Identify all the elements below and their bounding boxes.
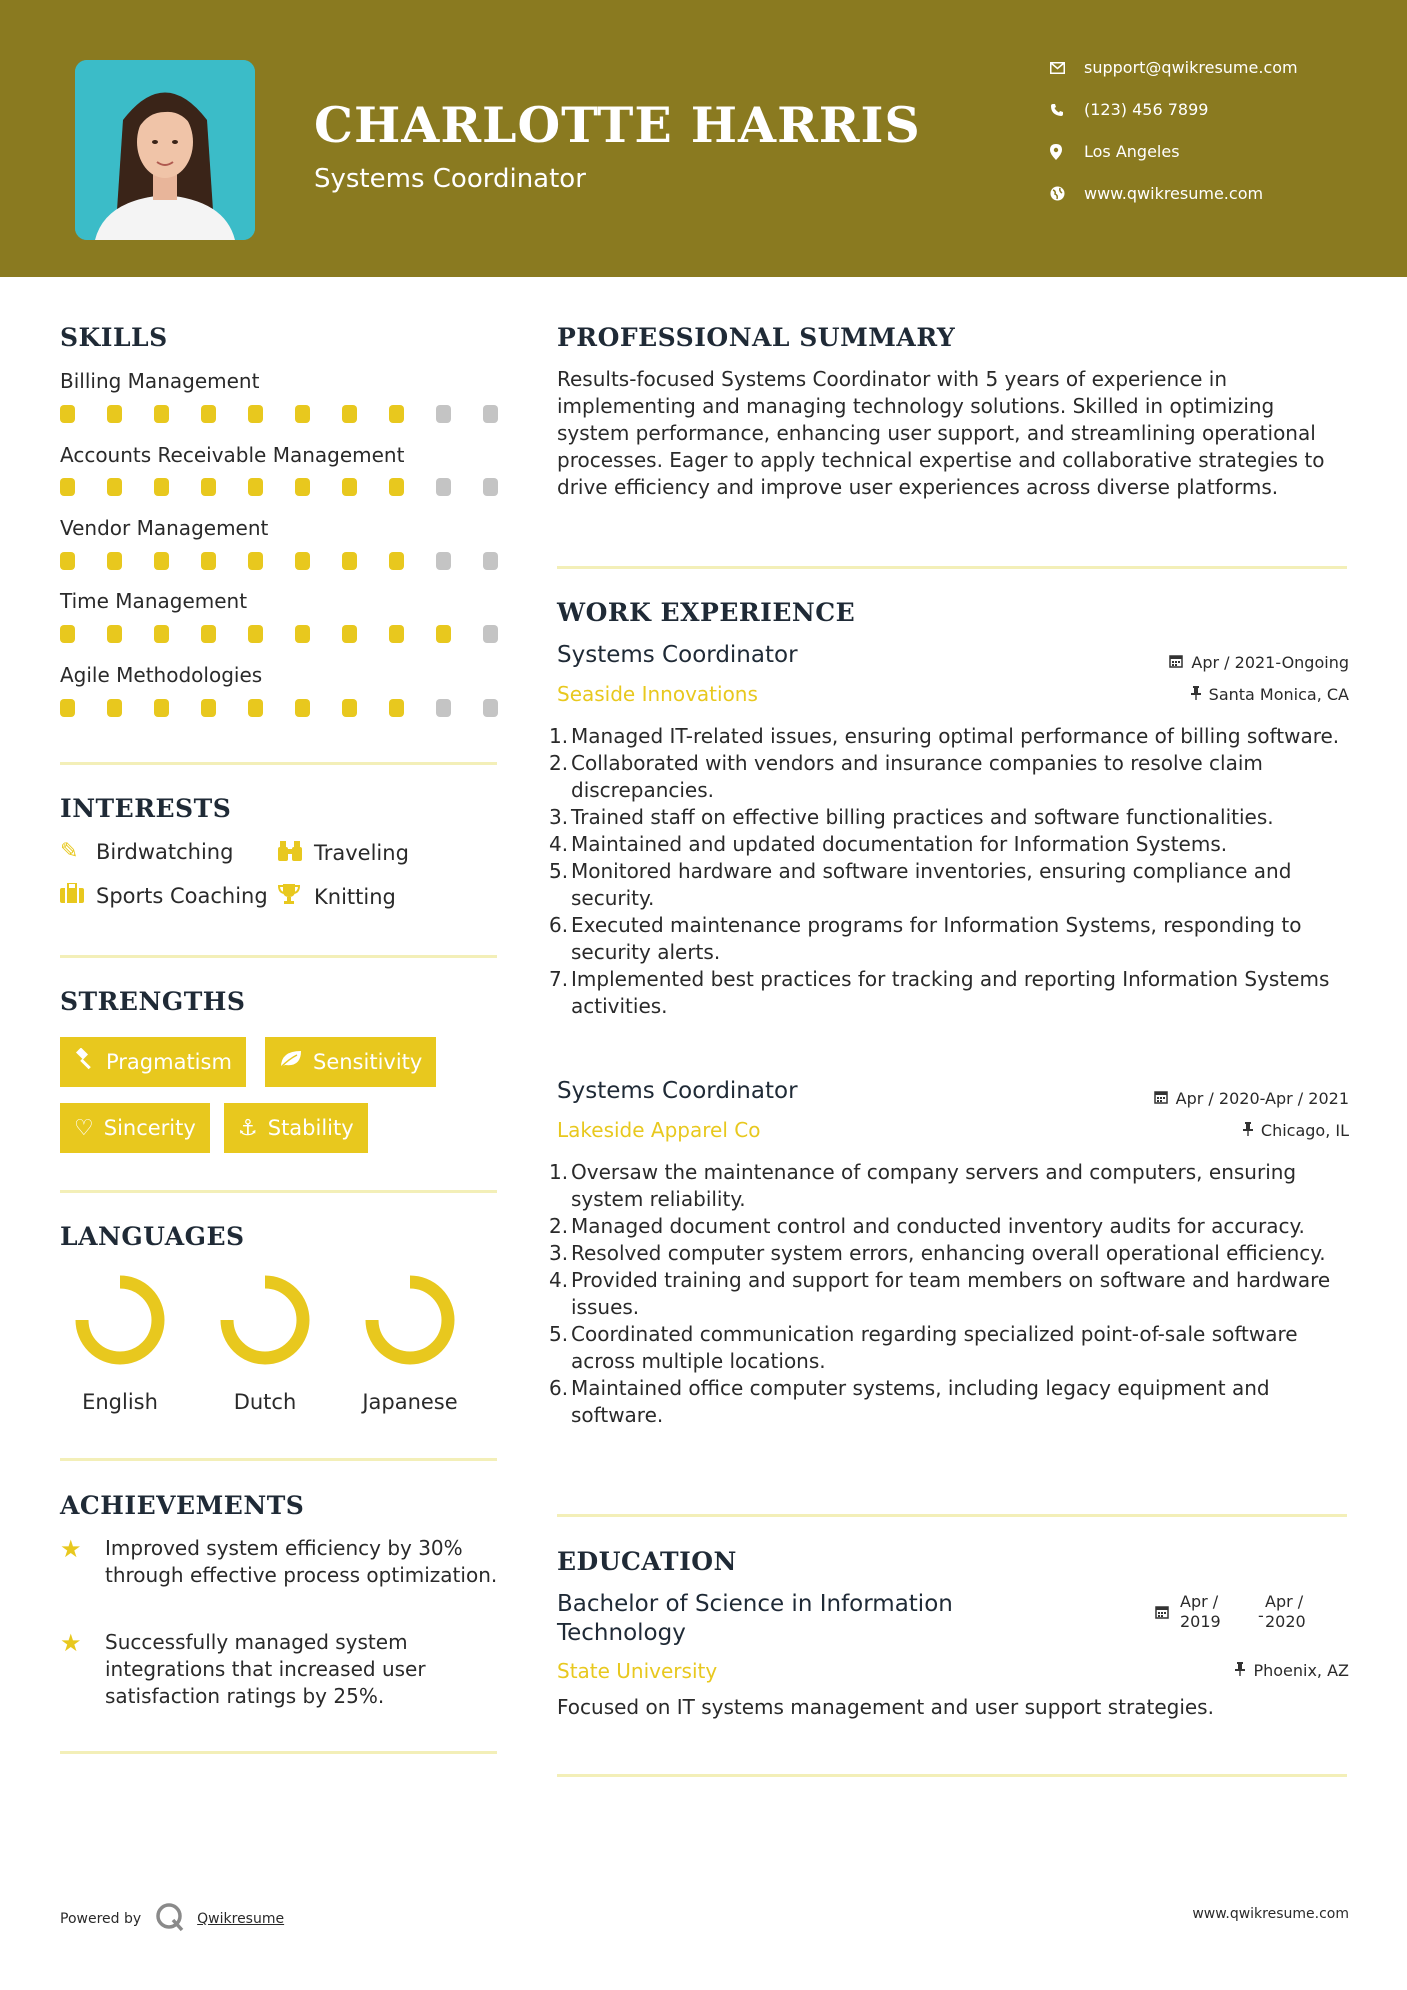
strength-label: Stability xyxy=(267,1116,354,1140)
bullet-number: 6. xyxy=(549,913,569,937)
bullet-number: 7. xyxy=(549,967,569,991)
skill-dot-filled xyxy=(295,699,310,717)
trophy-icon xyxy=(278,883,314,911)
interest-label: Sports Coaching xyxy=(96,884,268,908)
bullet-text: Managed IT-related issues, ensuring optimal performance of billing software. xyxy=(571,724,1340,748)
skills-heading: SKILLS xyxy=(60,323,168,352)
skill-rating xyxy=(60,625,500,643)
pin-icon xyxy=(1191,686,1201,704)
contact-email-text: support@qwikresume.com xyxy=(1084,58,1298,77)
skill-dot-filled xyxy=(60,405,75,423)
job-bullet xyxy=(549,1240,1357,1267)
education-description: Focused on IT systems management and user support strategies. xyxy=(557,1695,1214,1719)
bullet-text: Managed document control and conducted inventory audits for accuracy. xyxy=(571,1214,1305,1238)
education-heading: EDUCATION xyxy=(557,1547,737,1576)
language-item xyxy=(195,1270,335,1414)
skill-dot-filled xyxy=(389,552,404,570)
bullet-number: 2. xyxy=(549,1214,569,1238)
heart-icon: ♡ xyxy=(74,1115,94,1141)
skill-dot-filled xyxy=(60,552,75,570)
job-company: Seaside Innovations xyxy=(557,682,758,706)
skill-dot-filled xyxy=(60,478,75,496)
experience-heading: WORK EXPERIENCE xyxy=(557,598,856,627)
language-arc xyxy=(227,1282,303,1358)
bullet-number: 3. xyxy=(549,1241,569,1265)
contact-location-text: Los Angeles xyxy=(1084,142,1180,161)
candidate-name: CHARLOTTE HARRIS xyxy=(314,96,921,154)
strength-label: Sincerity xyxy=(103,1116,196,1140)
skill-dot-filled xyxy=(295,552,310,570)
skill-dot-filled xyxy=(201,405,216,423)
degree-line-1: Bachelor of Science in Information xyxy=(557,1591,953,1617)
profile-photo xyxy=(75,60,255,240)
school-name: State University xyxy=(557,1659,718,1683)
strength-tag xyxy=(224,1103,368,1153)
binoculars-icon xyxy=(278,839,314,867)
skill-dot-empty xyxy=(436,552,451,570)
edu-end-year: 2020 xyxy=(1265,1612,1306,1631)
skill-dot-filled xyxy=(248,625,263,643)
education-location xyxy=(1235,1661,1349,1680)
skill-rating xyxy=(60,699,500,717)
skill-dot-filled xyxy=(154,699,169,717)
interest-item xyxy=(60,883,268,909)
skill-name: Accounts Receivable Management xyxy=(60,443,405,467)
bullet-text: Provided training and support for team members on software and hardware issues. xyxy=(571,1268,1331,1319)
language-ring xyxy=(360,1270,460,1370)
job-bullet xyxy=(549,858,1357,912)
skill-dot-filled xyxy=(60,699,75,717)
location-icon xyxy=(1050,144,1084,160)
strength-tag xyxy=(265,1037,436,1087)
bullet-text: Coordinated communication regarding specialized point-of-sale software across multiple locations. xyxy=(571,1322,1298,1373)
strength-tag xyxy=(60,1103,210,1153)
skill-dot-empty xyxy=(436,478,451,496)
job-bullet xyxy=(549,723,1357,750)
skill-dot-filled xyxy=(248,478,263,496)
skill-dot-empty xyxy=(483,478,498,496)
phone-icon xyxy=(1050,103,1084,117)
contact-email[interactable] xyxy=(1050,58,1380,77)
job-bullet xyxy=(549,1375,1357,1429)
avatar-illustration xyxy=(75,60,255,240)
skill-dot-filled xyxy=(389,405,404,423)
job-dates xyxy=(1169,653,1349,672)
achievements-heading: ACHIEVEMENTS xyxy=(60,1491,305,1520)
edu-start-year: 2019 xyxy=(1180,1612,1221,1631)
skill-dot-empty xyxy=(436,405,451,423)
language-arc xyxy=(82,1282,158,1358)
header-banner xyxy=(0,0,1407,277)
skill-dot-empty xyxy=(483,552,498,570)
bullet-text: Maintained and updated documentation for Information Systems. xyxy=(571,832,1228,856)
bullet-number: 4. xyxy=(549,1268,569,1292)
strengths-heading: STRENGTHS xyxy=(60,987,246,1016)
skill-dot-filled xyxy=(389,699,404,717)
job-company: Lakeside Apparel Co xyxy=(557,1118,761,1142)
achievement-item xyxy=(60,1535,500,1589)
job-bullet xyxy=(549,912,1357,966)
strength-label: Sensitivity xyxy=(313,1050,423,1074)
bullet-number: 5. xyxy=(549,859,569,883)
skill-dot-filled xyxy=(295,478,310,496)
contact-phone[interactable] xyxy=(1050,100,1380,119)
contact-website[interactable] xyxy=(1050,184,1380,203)
bullet-number: 5. xyxy=(549,1322,569,1346)
skill-dot-filled xyxy=(389,625,404,643)
language-ring xyxy=(70,1270,170,1370)
skill-dot-filled xyxy=(342,405,357,423)
skill-dot-empty xyxy=(436,699,451,717)
qwikresume-link[interactable]: Qwikresume xyxy=(197,1911,285,1927)
skill-dot-filled xyxy=(295,625,310,643)
skill-dot-filled xyxy=(342,478,357,496)
strength-tag xyxy=(60,1037,246,1087)
edu-date-dash: - xyxy=(1258,1606,1264,1625)
achievement-item xyxy=(60,1629,500,1710)
achievement-text: Successfully managed system integrations that increased user satisfaction ratings by 25%. xyxy=(105,1630,426,1708)
job-bullets xyxy=(549,723,1357,1020)
skill-dot-empty xyxy=(483,699,498,717)
pencil-icon: ✎ xyxy=(60,839,79,864)
skill-name: Agile Methodologies xyxy=(60,663,263,687)
skill-dot-filled xyxy=(201,478,216,496)
skill-name: Vendor Management xyxy=(60,516,269,540)
interest-label: Knitting xyxy=(314,885,396,909)
job-location-text: Santa Monica, CA xyxy=(1208,685,1349,704)
gavel-icon xyxy=(74,1048,96,1076)
interest-item xyxy=(278,883,396,911)
interest-item xyxy=(278,839,409,867)
education-location-text: Phoenix, AZ xyxy=(1253,1661,1349,1680)
skill-dot-filled xyxy=(107,552,122,570)
language-label: Japanese xyxy=(362,1390,458,1414)
achievement-text: Improved system efficiency by 30% through effective process optimization. xyxy=(105,1536,498,1587)
bullet-text: Oversaw the maintenance of company servers and computers, ensuring system reliability. xyxy=(571,1160,1297,1211)
skill-dot-filled xyxy=(201,699,216,717)
skill-dot-filled xyxy=(248,405,263,423)
job-bullet xyxy=(549,966,1357,1020)
skill-dot-filled xyxy=(201,625,216,643)
skill-name: Billing Management xyxy=(60,369,260,393)
section-divider xyxy=(557,1514,1347,1517)
language-item xyxy=(50,1270,190,1414)
contact-phone-text: (123) 456 7899 xyxy=(1084,100,1209,119)
bullet-number: 1. xyxy=(549,724,569,748)
language-label: Dutch xyxy=(233,1390,297,1414)
skill-dot-filled xyxy=(107,625,122,643)
skill-dot-filled xyxy=(295,405,310,423)
language-ring xyxy=(215,1270,315,1370)
bullet-number: 6. xyxy=(549,1376,569,1400)
calendar-icon xyxy=(1155,1604,1169,1623)
job-location-text: Chicago, IL xyxy=(1260,1121,1349,1140)
skill-dot-empty xyxy=(483,625,498,643)
bullet-number: 4. xyxy=(549,832,569,856)
job-title: Systems Coordinator xyxy=(557,1078,798,1104)
skill-dot-empty xyxy=(483,405,498,423)
job-title: Systems Coordinator xyxy=(557,642,798,668)
skill-dot-filled xyxy=(107,699,122,717)
summary-text: Results-focused Systems Coordinator with 5 years of experience in implementing and managing technology solutions. Skilled in optimizing system performance, enhancing user support, and streamlining operational processes. Eager to apply technical expertise and collaborative strategies to drive efficiency and improve user experiences across diverse platforms. xyxy=(557,367,1325,499)
edu-end-month: Apr / xyxy=(1265,1592,1304,1611)
section-divider xyxy=(60,762,497,765)
powered-by-text: Powered by xyxy=(60,1911,142,1927)
section-divider xyxy=(557,1774,1347,1777)
job-dates xyxy=(1154,1089,1349,1108)
section-divider xyxy=(60,1190,497,1193)
candidate-title: Systems Coordinator xyxy=(314,164,586,194)
summary-heading: PROFESSIONAL SUMMARY xyxy=(557,323,956,352)
job-bullet xyxy=(549,1267,1357,1321)
skill-dot-filled xyxy=(154,625,169,643)
job-location xyxy=(1243,1121,1349,1140)
skill-rating xyxy=(60,552,500,570)
job-location xyxy=(1191,685,1349,704)
briefcase-icon xyxy=(60,883,96,909)
globe-icon xyxy=(1050,186,1084,201)
section-divider xyxy=(557,566,1347,569)
skill-dot-filled xyxy=(154,405,169,423)
job-bullet xyxy=(549,804,1357,831)
star-icon: ★ xyxy=(60,1629,82,1657)
footer-website[interactable]: www.qwikresume.com xyxy=(1192,1906,1349,1922)
skill-dot-filled xyxy=(201,552,216,570)
job-bullet xyxy=(549,1213,1357,1240)
bullet-text: Collaborated with vendors and insurance companies to resolve claim discrepancies. xyxy=(571,751,1263,802)
star-icon: ★ xyxy=(60,1535,82,1563)
job-bullets xyxy=(549,1159,1357,1429)
language-item xyxy=(340,1270,480,1414)
contact-location xyxy=(1050,142,1380,161)
skill-dot-filled xyxy=(342,552,357,570)
languages-heading: LANGUAGES xyxy=(60,1222,245,1251)
email-icon xyxy=(1050,62,1084,74)
skill-name: Time Management xyxy=(60,589,248,613)
qwikresume-logo-icon xyxy=(155,1902,185,1936)
pin-icon xyxy=(1243,1122,1253,1140)
interests-heading: INTERESTS xyxy=(60,794,232,823)
bullet-number: 1. xyxy=(549,1160,569,1184)
interest-label: Birdwatching xyxy=(96,839,234,864)
anchor-icon: ⚓ xyxy=(238,1115,258,1141)
calendar-icon xyxy=(1169,654,1183,672)
job-bullet xyxy=(549,1159,1357,1213)
interest-item xyxy=(60,839,233,864)
footer-powered xyxy=(60,1902,284,1936)
pin-icon xyxy=(1235,1662,1245,1680)
skill-dot-filled xyxy=(107,478,122,496)
contact-website-text: www.qwikresume.com xyxy=(1084,184,1264,203)
skill-dot-filled xyxy=(389,478,404,496)
skill-dot-filled xyxy=(107,405,122,423)
skill-dot-filled xyxy=(342,699,357,717)
bullet-number: 3. xyxy=(549,805,569,829)
strength-label: Pragmatism xyxy=(106,1050,232,1074)
job-dates-text: Apr / 2021-Ongoing xyxy=(1191,653,1349,672)
bullet-text: Resolved computer system errors, enhancing overall operational efficiency. xyxy=(571,1241,1326,1265)
skill-dot-filled xyxy=(342,625,357,643)
degree-line-2: Technology xyxy=(557,1620,686,1646)
bullet-text: Maintained office computer systems, including legacy equipment and software. xyxy=(571,1376,1270,1427)
job-dates-text: Apr / 2020-Apr / 2021 xyxy=(1175,1089,1349,1108)
skill-rating xyxy=(60,405,500,423)
edu-start-month: Apr / xyxy=(1180,1592,1219,1611)
job-bullet xyxy=(549,750,1357,804)
skill-rating xyxy=(60,478,500,496)
leaf-icon xyxy=(279,1049,303,1075)
education-dates xyxy=(1155,1592,1355,1636)
interest-label: Traveling xyxy=(314,841,409,865)
language-arc xyxy=(372,1282,448,1358)
bullet-text: Trained staff on effective billing practices and software functionalities. xyxy=(571,805,1274,829)
bullet-text: Monitored hardware and software inventories, ensuring compliance and security. xyxy=(571,859,1292,910)
skill-dot-filled xyxy=(248,552,263,570)
section-divider xyxy=(60,1751,497,1754)
bullet-number: 2. xyxy=(549,751,569,775)
skill-dot-filled xyxy=(154,478,169,496)
bullet-text: Implemented best practices for tracking and reporting Information Systems activities. xyxy=(571,967,1330,1018)
skill-dot-filled xyxy=(154,552,169,570)
skill-dot-filled xyxy=(436,625,451,643)
bullet-text: Executed maintenance programs for Information Systems, responding to security alerts. xyxy=(571,913,1302,964)
job-bullet xyxy=(549,831,1357,858)
language-label: English xyxy=(82,1390,158,1414)
calendar-icon xyxy=(1154,1090,1168,1108)
skill-dot-filled xyxy=(248,699,263,717)
section-divider xyxy=(60,955,497,958)
job-bullet xyxy=(549,1321,1357,1375)
skill-dot-filled xyxy=(60,625,75,643)
section-divider xyxy=(60,1458,497,1461)
